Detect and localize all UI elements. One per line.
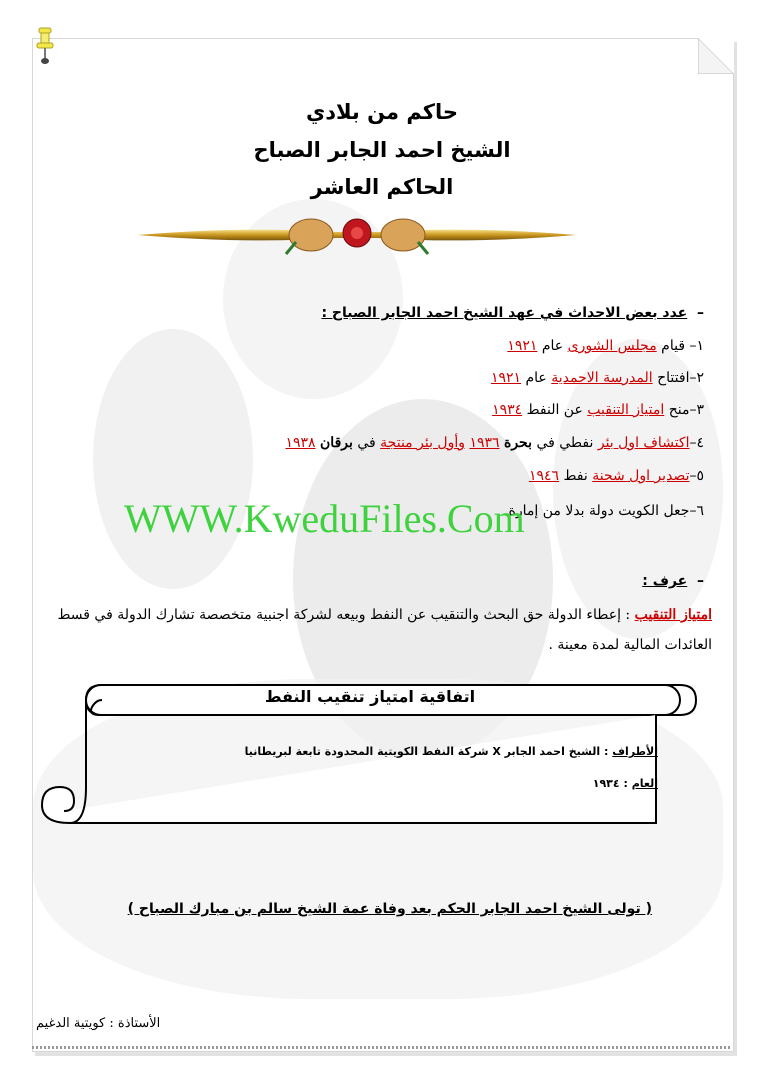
event-text: نفطي في [536,435,594,451]
event-number: ٢– [689,370,704,386]
author-credit: الأستاذة : كويتية الدغيم [36,1016,161,1031]
event-item-5 [529,468,704,484]
event-text: افتتاح [657,370,690,386]
event-text: في [357,435,376,451]
definition-heading-row: – عرف : [642,573,704,589]
parties-value: : الشيخ احمد الجابر X شركة النفط الكويتية المحدودة تابعة لبريطانيا [244,745,609,758]
event-text: قيام [661,338,686,354]
agreement-year-row [593,777,658,790]
event-item-6 [509,503,704,519]
definition-paragraph [42,600,712,660]
definition-text: : إعطاء الدولة حق البحث والتنقيب عن النفط وبيعه لشركة اجنبية متخصصة تشارك الدولة في قسط العائدات المالية لمدة معينة . [57,607,712,653]
page-title-line-1: حاكم من بلادي [305,100,459,124]
footer-note: ( تولى الشيخ احمد الجابر الحكم بعد وفاة عمة الشيخ سالم بن مبارك الصباح ) [127,901,652,917]
event-place: برقان [320,435,353,451]
event-number: ٥– [689,468,704,484]
event-text: عام [525,370,547,386]
event-keyword: المدرسة الاحمدية [551,370,653,386]
event-text: منح [668,402,690,418]
event-text: عن النفط [526,402,583,418]
events-heading-row: – عدد بعض الاحداث في عهد الشيخ احمد الجابر الصباح : [321,305,704,321]
event-item-3 [492,402,704,418]
pushpin-icon [34,26,56,66]
page-title-line-2: الشيخ احمد الجابر الصباح [253,138,511,162]
event-place: بحرة [503,435,532,451]
agreement-parties-row [245,745,658,758]
watermark-text: WWW.KweduFiles.Com [124,496,525,541]
ornament-divider-icon [136,212,578,258]
event-number: ٣– [689,402,704,418]
event-number: ٤– [689,435,704,451]
event-year: ١٩٢١ [490,370,522,386]
event-keyword: مجلس الشورى [567,338,657,354]
page-title-line-3: الحاكم العاشر [310,175,454,199]
event-keyword: وأول بئر منتجة [380,435,465,451]
event-year: ١٩٣٤ [492,402,523,418]
event-keyword: اكتشاف اول بئر [597,435,690,451]
definition-term: امتياز التنقيب [634,607,712,623]
background-figure-left [93,329,253,589]
event-number: ٦– [689,503,704,519]
event-item-2 [491,370,704,386]
event-text: نفط [563,468,588,484]
event-keyword: امتياز التنقيب [587,402,665,418]
event-item-4 [285,435,704,451]
parties-label: الأطراف [612,745,658,758]
event-year: ١٩٤٦ [528,468,560,484]
year-value: : ١٩٣٤ [592,777,628,790]
year-label: العام [631,777,658,790]
page-corner-fold-icon [698,38,734,74]
agreement-scroll [40,683,700,833]
bottom-divider [32,1046,732,1049]
event-year: ١٩٣٦ [469,435,500,451]
definition-heading: عرف : [642,573,688,589]
event-text: جعل الكويت دولة بدلا من إمارة [508,503,690,519]
event-number: ١– [689,338,704,354]
event-year: ١٩٣٨ [285,435,316,451]
event-keyword: تصدير اول شحنة [592,468,690,484]
event-year: ١٩٢١ [507,338,538,354]
agreement-title: اتفاقية امتياز تنقيب النفط [264,687,476,706]
event-text: عام [541,338,564,354]
event-item-1 [507,338,704,354]
events-heading: عدد بعض الاحداث في عهد الشيخ احمد الجابر الصباح : [321,305,688,321]
